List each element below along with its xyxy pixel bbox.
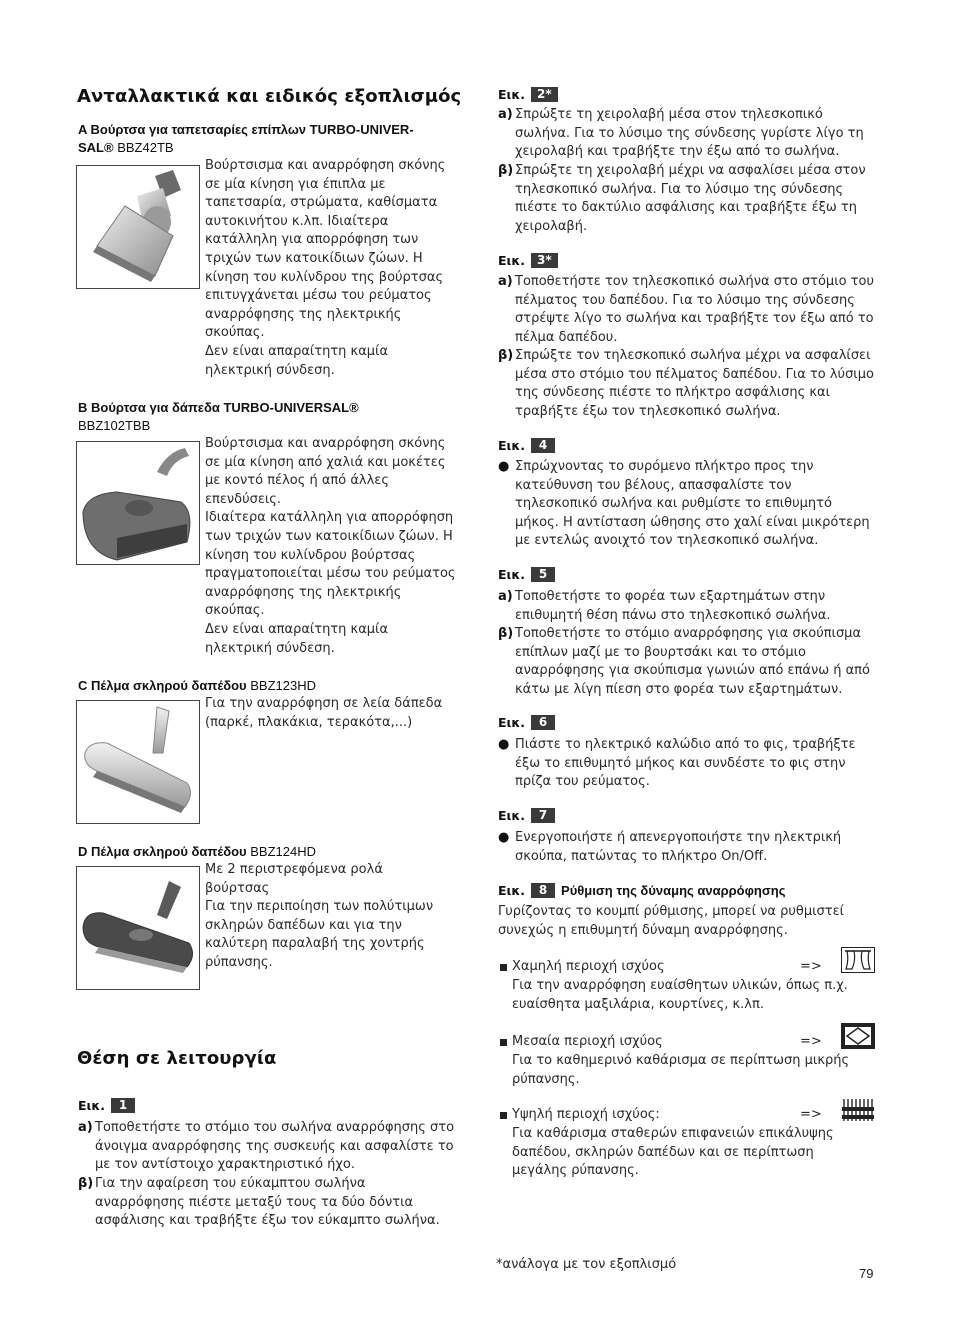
text-line: πραγματοποιείται μέσω του ρεύματος xyxy=(205,566,456,582)
text-line: Σπρώξτε τη χειρολαβή μέσα στον τηλεσκοπικό xyxy=(515,107,823,122)
step-label: a) xyxy=(498,589,513,604)
text-line: Για την αναρρόφηση ευαίσθητων υλικών, όπως π.χ. xyxy=(512,978,848,993)
figure-7-label xyxy=(498,808,555,823)
text-line: Γυρίζοντας το κουμπί ρύθμισης, μπορεί να ρυθμιστεί xyxy=(498,904,845,919)
text-line: σκληρών δαπέδων και για την xyxy=(205,917,402,933)
accessory-c-title xyxy=(78,677,316,696)
square-bullet-icon xyxy=(500,964,507,971)
figure-label-text: Εικ. xyxy=(498,808,526,823)
text-line: χειρολαβή και τραβήξτε την έξω από το σωλήνα. xyxy=(515,144,840,160)
accessory-a-title: A Βούρτσα για ταπετσαρίες επίπλων TURBO-UNIVER- xyxy=(78,122,414,137)
text-line: επιτυγχάνεται μέσω του ρεύματος xyxy=(205,288,432,304)
figure-number-badge: 8 xyxy=(531,883,555,898)
text-line: με εντελώς ανοιχτό τον τηλεσκοπικό σωλήνα. xyxy=(515,533,819,549)
rug-icon xyxy=(841,1023,875,1049)
text-line: τραβήξτε έξω τον τηλεσκοπικό σωλήνα. xyxy=(515,403,781,419)
text-line: έξω το επιθυμητό μήκος και συνδέστε το φις στην xyxy=(515,755,846,771)
text-line: χειρολαβή. xyxy=(515,218,588,234)
text-line: επενδύσεις. xyxy=(205,491,282,507)
text-line: Βούρτσισμα και αναρρόφηση σκόνης xyxy=(205,436,446,451)
text-line: άνοιγμα αναρρόφησης της συσκευής και ασφαλίστε το xyxy=(95,1138,454,1154)
text-line: βούρτσας xyxy=(205,880,270,896)
power-level-high xyxy=(500,1106,885,1181)
page-number: 79 xyxy=(859,1266,874,1281)
text-line: τριχών των κατοικίδιων ζώων. Η xyxy=(205,250,423,266)
step-label: β) xyxy=(498,348,514,363)
figure-label-text: Εικ. xyxy=(498,883,526,898)
figure-1-step-b xyxy=(78,1175,468,1231)
figure-3-step-a xyxy=(498,273,888,347)
square-bullet-icon xyxy=(500,1112,507,1119)
text-line: Για καθάρισμα σταθερών επιφανειών επικάλυψης xyxy=(512,1126,834,1141)
text-line: πέλμα δαπέδου. xyxy=(515,329,618,345)
step-label: a) xyxy=(498,274,513,289)
figure-1-step-a xyxy=(78,1119,468,1175)
text-line: μεγάλης ρύπανσης. xyxy=(512,1163,639,1179)
step-label: β) xyxy=(498,163,514,178)
text-line: Δεν είναι απαραίτητη καμία xyxy=(205,621,389,637)
text-line: της σύνδεσης πιέστε το πλήκτρο ασφάλισης και xyxy=(515,385,830,401)
figure-7-step xyxy=(498,829,888,866)
step-label: a) xyxy=(498,107,513,122)
text-line: τηλεσκοπικό σωλήνα. Για το λύσιμο της σύνδεσης xyxy=(515,181,844,197)
figure-number-badge: 7 xyxy=(531,808,555,823)
figure-4-label xyxy=(498,438,555,453)
square-bullet-icon xyxy=(500,1039,507,1046)
text-line: με κοντό πέλος ή από άλλες xyxy=(205,473,389,489)
figure-label-text: Εικ. xyxy=(498,715,526,730)
text-line: σκούπα, πατώντας το πλήκτρο On/Off. xyxy=(515,848,768,864)
figure-3-label xyxy=(498,253,558,268)
figure-2-label xyxy=(498,87,558,102)
figure-8-description xyxy=(498,903,888,940)
hard-floor-nozzle-d-image xyxy=(76,866,200,990)
figure-number-badge: 5 xyxy=(531,567,555,582)
figure-8-label xyxy=(498,883,785,898)
figure-number-badge: 6 xyxy=(531,715,555,730)
text-line: κατεύθυνση του βέλους, απασφαλίστε τον xyxy=(515,477,792,493)
figure-label-text: Εικ. xyxy=(498,567,526,582)
text-line: αναρρόφησης της ηλεκτρικής xyxy=(205,584,402,600)
text-line: δαπέδου, σκληρών δαπέδων και σε περίπτωση xyxy=(512,1144,814,1160)
text-line: Δεν είναι απαραίτητη καμία xyxy=(205,343,389,359)
accessory-a-code: BBZ42TB xyxy=(113,140,174,155)
figure-label-text: Εικ. xyxy=(498,438,526,453)
figure-label-text: Εικ. xyxy=(498,87,526,102)
text-line: ευαίσθητα μαξιλάρια, κουρτίνες, κ.λπ. xyxy=(512,996,764,1012)
step-label: a) xyxy=(78,1120,93,1135)
text-line: Για την αφαίρεση του εύκαμπτου σωλήνα xyxy=(95,1176,366,1191)
text-line: αυτοκινήτου κ.λπ. Ιδιαίτερα xyxy=(205,213,389,229)
text-line: στρέψτε λίγο το σωλήνα και τραβήξτε τον έξω από το xyxy=(515,311,874,327)
text-line: Βούρτσισμα και αναρρόφηση σκόνης xyxy=(205,158,446,173)
accessory-a-brand: SAL® xyxy=(78,140,114,155)
figure-number-badge: 4 xyxy=(531,438,555,453)
text-line: Για την αναρρόφηση σε λεία δάπεδα xyxy=(205,696,443,711)
text-line: τηλεσκοπικό σωλήνα και ρυθμίστε το επιθυμητό xyxy=(515,496,832,512)
section-heading-accessories: Ανταλλακτικά και ειδικός εξοπλισμός xyxy=(77,86,462,107)
power-level-title: Μεσαία περιοχή ισχύος xyxy=(512,1034,663,1049)
figure-label-text: Εικ. xyxy=(78,1098,106,1113)
figure-label-text: Εικ. xyxy=(498,253,526,268)
text-line: ηλεκτρική σύνδεση. xyxy=(205,362,335,378)
power-level-medium xyxy=(500,1033,885,1089)
figure-4-step xyxy=(498,458,888,551)
power-level-title: Χαμηλή περιοχή ισχύος xyxy=(512,959,665,974)
figure-2-step-a xyxy=(498,106,888,162)
text-line: ρύπανσης. xyxy=(205,954,273,970)
text-line: Πιάστε το ηλεκτρικό καλώδιο από το φις, τραβήξτε xyxy=(515,737,856,752)
arrow-text: => xyxy=(800,1034,822,1049)
text-line: αναρρόφησης της ηλεκτρικής xyxy=(205,306,402,322)
text-line: αναρρόφησης πιέστε μεταξύ τους τα δύο δόντια xyxy=(95,1194,414,1210)
hard-floor-nozzle-c-image xyxy=(76,700,200,824)
text-line: Τοποθετήστε το στόμιο αναρρόφησης για σκούπισμα xyxy=(515,626,862,641)
text-line: Ιδιαίτερα κατάλληλη για απορρόφηση xyxy=(205,510,454,526)
text-line: κίνηση του κυλίνδρου της βούρτσας xyxy=(205,269,444,285)
text-line: Τοποθετήστε τον τηλεσκοπικό σωλήνα στο στόμιο του xyxy=(515,274,874,289)
text-line: Για την περιποίηση των πολύτιμων xyxy=(205,899,434,915)
arrow-text: => xyxy=(800,959,822,974)
text-line: επίπλων μαζί με το βουρτσάκι και το στόμιο xyxy=(515,644,807,660)
floor-turbo-brush-image xyxy=(76,441,200,565)
figure-number-badge: 2* xyxy=(531,87,558,102)
step-label: β) xyxy=(498,626,514,641)
text-line: πρίζα του ρεύματος. xyxy=(515,774,650,790)
text-line: σε μία κίνηση από χαλιά και μοκέτες xyxy=(205,454,446,470)
text-line: Ενεργοποιήστε ή απενεργοποιήστε την ηλεκτρική xyxy=(515,830,842,845)
text-line: αναρρόφησης για σκούπισμα γωνιών από επάνω ή από xyxy=(515,663,870,679)
figure-2-step-b xyxy=(498,162,888,236)
text-line: πέλματος του δαπέδου. Για το λύσιμο της σύνδεσης xyxy=(515,292,855,308)
text-line: Με 2 περιστρεφόμενα ρολά xyxy=(205,862,383,877)
text-line: συνεχώς η επιθυμητή δύναμη αναρρόφησης. xyxy=(498,922,788,938)
text-line: μέσα στο στόμιο του πέλματος δαπέδου. Για το λύσιμο xyxy=(515,366,874,382)
text-line: καλύτερη παραλαβή της χοντρής xyxy=(205,936,425,952)
text-line: σε μία κίνηση για έπιπλα με xyxy=(205,176,386,192)
figure-number-badge: 3* xyxy=(531,253,558,268)
text-line: Τοποθετήστε το στόμιο του σωλήνα αναρρόφησης στο xyxy=(95,1120,455,1135)
text-line: πιέστε το δακτύλιο ασφάλισης και τραβήξτε έξω τη xyxy=(515,200,857,216)
figure-5-label xyxy=(498,567,555,582)
text-line: σκούπας. xyxy=(205,603,265,619)
text-line: κάτω με λίγη πίεση στο φορέα των εξαρτημάτων. xyxy=(515,681,843,697)
curtain-icon xyxy=(841,947,875,973)
accessory-a-description xyxy=(205,157,445,380)
text-line: σκούπας. xyxy=(205,325,265,341)
accessory-b-description xyxy=(205,435,456,658)
footnote: *ανάλογα με τον εξοπλισμό xyxy=(496,1257,677,1272)
text-line: ταπετσαρία, στρώματα, καθίσματα xyxy=(205,195,438,211)
accessory-d-description xyxy=(205,861,433,973)
text-line: Τοποθετήστε το φορέα των εξαρτημάτων στην xyxy=(515,589,826,604)
text-line: ασφάλισης και τραβήξτε έξω τον εύκαμπτο σωλήνα. xyxy=(95,1213,440,1229)
text-line: ηλεκτρική σύνδεση. xyxy=(205,640,335,656)
text-line: Σπρώξτε τη χειρολαβή μέχρι να ασφαλίσει μέσα στον xyxy=(515,163,866,178)
arrow-text: => xyxy=(800,1107,822,1122)
bullet-icon: ● xyxy=(498,459,510,474)
text-line: Για το καθημερινό καθάρισμα σε περίπτωση μικρής xyxy=(512,1053,850,1068)
accessory-a-model xyxy=(78,139,174,158)
figure-6-step xyxy=(498,736,888,792)
text-line: των τριχών των κατοικίδιων ζώων. Η xyxy=(205,528,453,544)
text-line: Σπρώχνοντας το συρόμενο πλήκτρο προς την xyxy=(515,459,814,474)
figure-3-step-b xyxy=(498,347,888,421)
accessory-b-model: BBZ102TBB xyxy=(78,418,151,433)
upholstery-brush-image xyxy=(76,165,200,289)
bullet-icon: ● xyxy=(498,830,510,845)
carpet-icon xyxy=(841,1097,873,1121)
text-line: κατάλληλη για απορρόφηση των xyxy=(205,232,419,248)
figure-6-label xyxy=(498,715,555,730)
text-line: κίνηση του κυλίνδρου βούρτσας xyxy=(205,547,416,563)
text-line: σωλήνα. Για το λύσιμο της σύνδεσης γυρίστε λίγο τη xyxy=(515,125,864,141)
text-line: μήκος. Η αντίσταση ώθησης στο χαλί είναι μικρότερη xyxy=(515,514,870,530)
accessory-d-name: D Πέλμα σκληρού δαπέδου xyxy=(78,844,247,859)
figure-5-step-a xyxy=(498,588,888,625)
figure-number-badge: 1 xyxy=(111,1098,135,1113)
power-level-low xyxy=(500,958,885,1014)
figure-8-title: Ρύθμιση της δύναμης αναρρόφησης xyxy=(561,883,786,898)
text-line: με τον αντίστοιχο χαρακτηριστικό ήχο. xyxy=(95,1157,355,1173)
text-line: ρύπανσης. xyxy=(512,1071,580,1087)
text-line: Σπρώξτε τον τηλεσκοπικό σωλήνα μέχρι να ασφαλίσει xyxy=(515,348,871,363)
accessory-c-description xyxy=(205,695,442,732)
accessory-d-title xyxy=(78,843,316,862)
section-heading-setup: Θέση σε λειτουργία xyxy=(77,1048,277,1069)
accessory-b-title: B Βούρτσα για δάπεδα TURBO-UNIVERSAL® xyxy=(78,400,359,415)
figure-1-label xyxy=(78,1098,135,1113)
text-line: επιθυμητή θέση πάνω στο τηλεσκοπικό σωλήνα. xyxy=(515,607,831,623)
figure-5-step-b xyxy=(498,625,888,699)
power-level-title: Υψηλή περιοχή ισχύος: xyxy=(512,1107,660,1122)
bullet-icon: ● xyxy=(498,737,510,752)
text-line: (παρκέ, πλακάκια, τερακότα,...) xyxy=(205,714,413,730)
accessory-c-name: C Πέλμα σκληρού δαπέδου xyxy=(78,678,247,693)
accessory-d-code: BBZ124HD xyxy=(246,844,316,859)
step-label: β) xyxy=(78,1176,94,1191)
accessory-c-code: BBZ123HD xyxy=(246,678,316,693)
